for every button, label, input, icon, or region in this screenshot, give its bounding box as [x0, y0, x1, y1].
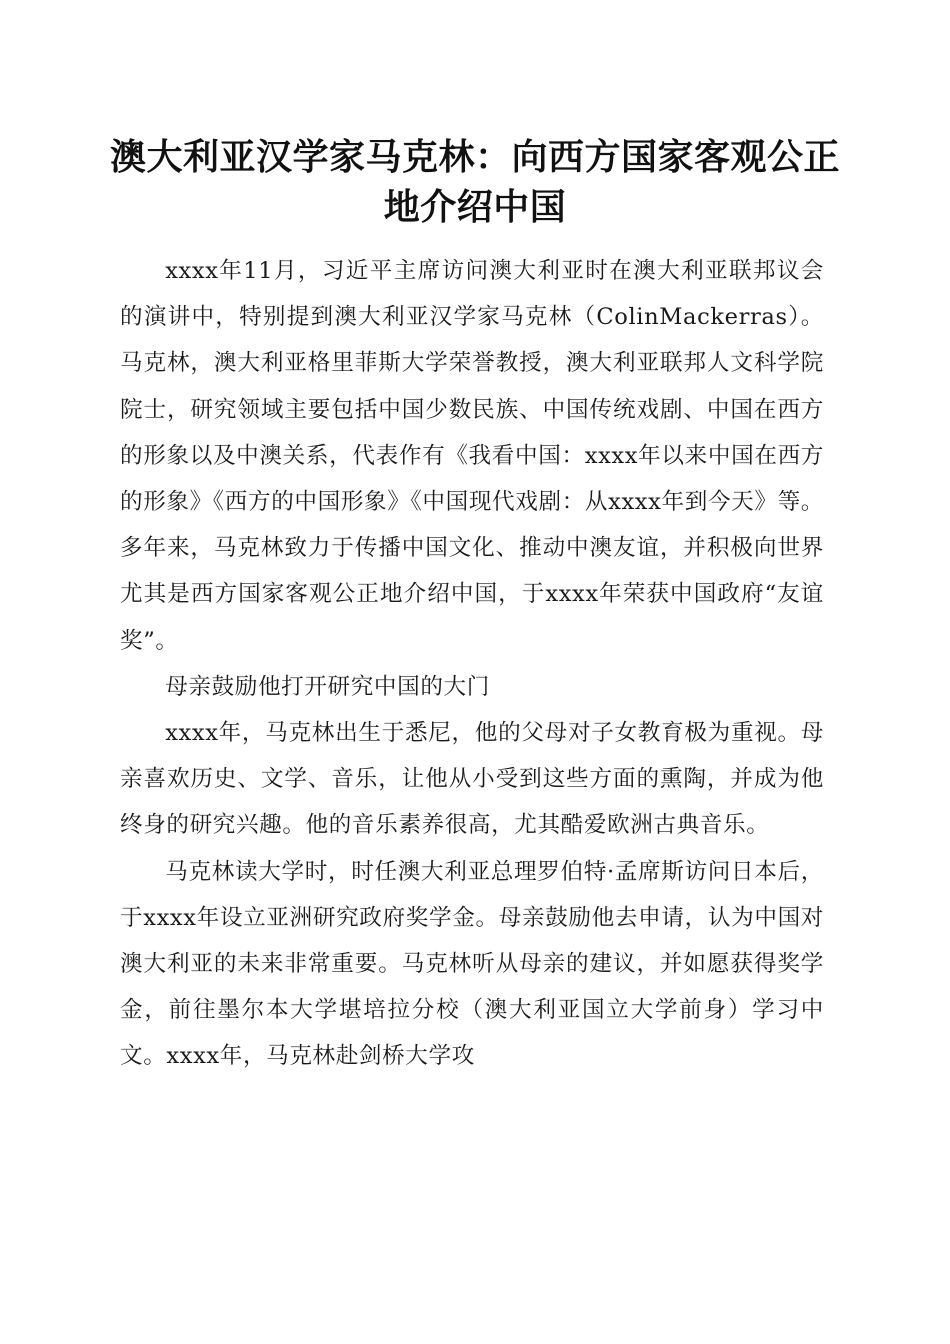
paragraph-university: 马克林读大学时，时任澳大利亚总理罗伯特·孟席斯访问日本后，于xxxx年设立亚洲研究政府奖学金。母亲鼓励他去申请，认为中国对澳大利亚的未来非常重要。马克林听从母亲的建议，并如愿获得奖学金，前往墨尔本大学堪培拉分校（澳大利亚国立大学前身）学习中文。xxxx年，马克林赴剑桥大学攻 — [120, 858, 824, 1070]
document-body — [120, 248, 824, 1080]
document-title: 澳大利亚汉学家马克林：向西方国家客观公正地介绍中国 — [110, 136, 841, 228]
section-heading: 母亲鼓励他打开研究中国的大门 — [165, 673, 490, 700]
paragraph-childhood: xxxx年，马克林出生于悉尼，他的父母对子女教育极为重视。母亲喜欢历史、文学、音乐，让他从小受到这些方面的熏陶，并成为他终身的研究兴趣。他的音乐素养很高，尤其酷爱欧洲古典音乐。 — [120, 720, 824, 839]
paragraph-intro: xxxx年11月，习近平主席访问澳大利亚时在澳大利亚联邦议会的演讲中，特别提到澳大利亚汉学家马克林（ColinMackerras）。马克林，澳大利亚格里菲斯大学荣誉教授，澳大利亚联邦人文科学院院士，研究领域主要包括中国少数民族、中国传统戏剧、中国在西方的形象以及中澳关系，代表作有《我看中国：xxxx年以来中国在西方的形象》《西方的中国形象》《中国现代戏剧：从xxxx年到今天》等。多年来，马克林致力于传播中国文化、推动中澳友谊，并积极向世界尤其是西方国家客观公正地介绍中国，于xxxx年荣获中国政府“友谊奖”。 — [120, 258, 824, 654]
